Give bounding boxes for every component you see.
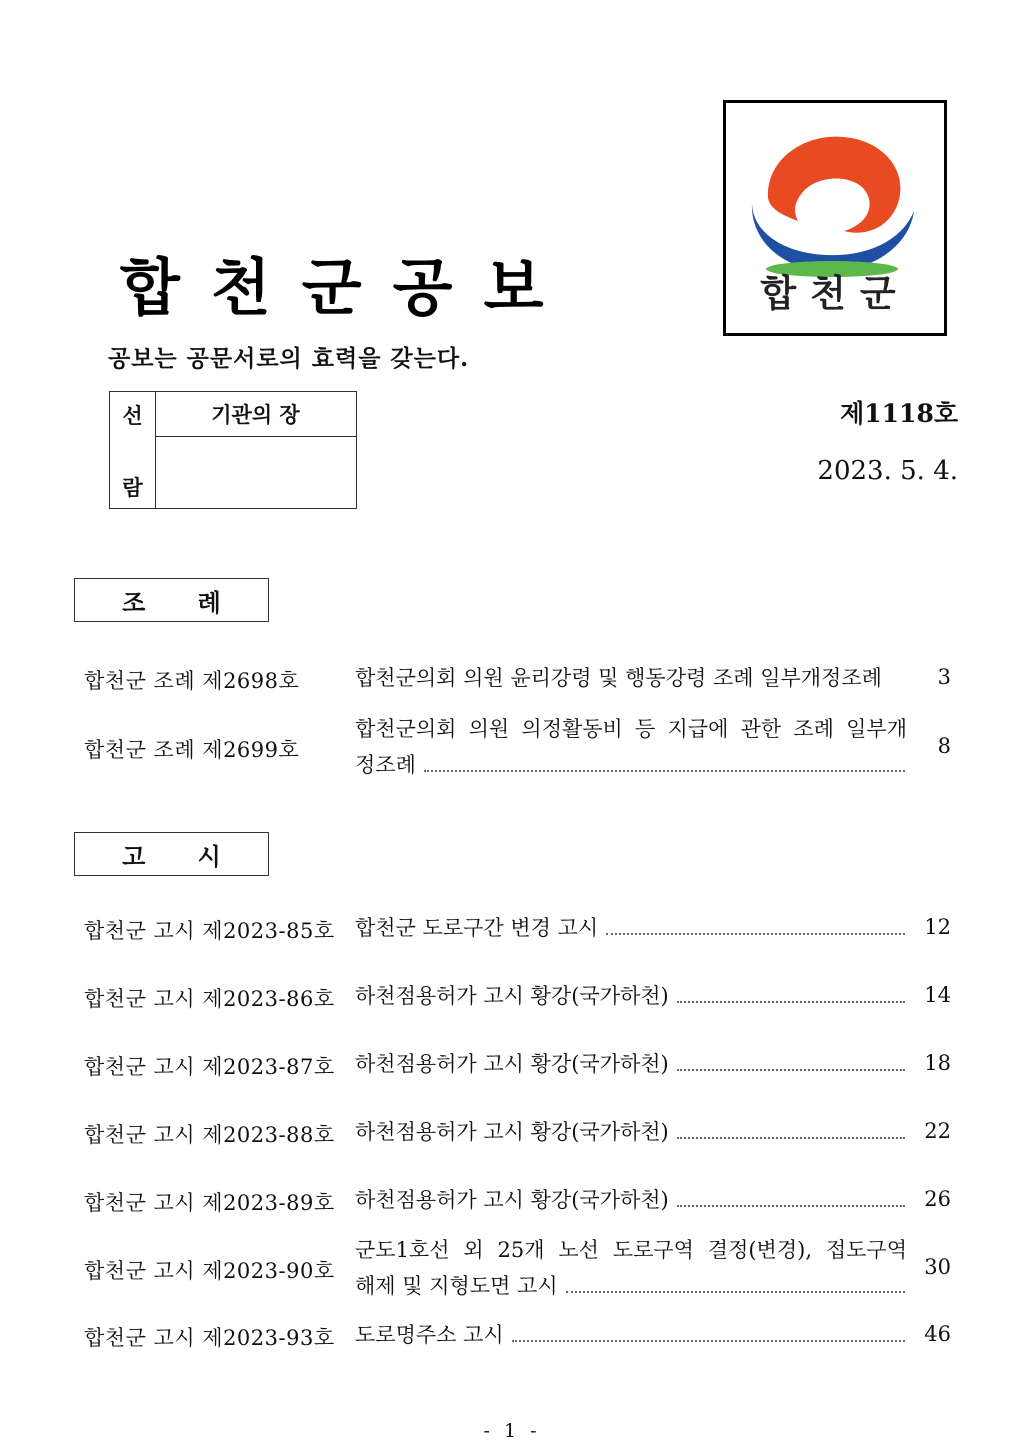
ordinance-title-line2: 정조례 (355, 753, 416, 777)
ordinance-page: 3 (937, 665, 951, 689)
notice-code: 합천군 고시 제2023-93호 (84, 1326, 335, 1350)
section-notice-title: 고 시 (74, 832, 269, 876)
notice-title (355, 1232, 907, 1304)
notice-code: 합천군 고시 제2023-86호 (84, 987, 335, 1011)
ordinance-code: 합천군 조례 제2698호 (84, 669, 300, 693)
notice-title-text: 합천군 도로구간 변경 고시 (355, 916, 599, 940)
ordinance-title-line1: 합천군의회 의원 의정활동비 등 지급에 관한 조례 일부개 (355, 717, 907, 741)
dot-leader (677, 1182, 905, 1207)
notice-code: 합천군 고시 제2023-87호 (84, 1055, 335, 1079)
notice-title (355, 1317, 907, 1353)
notice-code: 합천군 고시 제2023-88호 (84, 1123, 335, 1147)
page-number: - 1 - (483, 1420, 541, 1442)
approval-char-bottom: 람 (122, 475, 143, 500)
page-subtitle: 공보는 공문서로의 효력을 갖는다. (108, 345, 470, 372)
notice-code: 합천군 고시 제2023-85호 (84, 919, 335, 943)
notice-page: 12 (924, 915, 951, 939)
dot-leader (677, 1046, 905, 1071)
approval-header-label: 기관의 장 (155, 392, 356, 437)
notice-page: 18 (924, 1051, 951, 1075)
notice-title-text: 하천점용허가 고시 황강(국가하천) (355, 984, 669, 1008)
ordinance-page: 8 (937, 734, 951, 758)
dot-leader (566, 1268, 905, 1293)
notice-title-text: 하천점용허가 고시 황강(국가하천) (355, 1120, 669, 1144)
notice-title-text: 하천점용허가 고시 황강(국가하천) (355, 1188, 669, 1212)
notice-page: 26 (924, 1187, 951, 1211)
logo-text: 합천군 (760, 272, 910, 315)
issue-date: 2023. 5. 4. (817, 456, 958, 486)
notice-title-text: 도로명주소 고시 (355, 1323, 504, 1347)
ordinance-title (355, 711, 907, 783)
dot-leader (424, 747, 905, 772)
notice-title (355, 910, 907, 946)
issue-number: 제1118호 (840, 399, 958, 428)
notice-page: 30 (924, 1255, 951, 1279)
notice-title (355, 1046, 907, 1082)
dot-leader (512, 1317, 905, 1342)
dot-leader (677, 1114, 905, 1139)
dot-leader (677, 978, 905, 1003)
notice-page: 14 (924, 983, 951, 1007)
notice-page: 46 (924, 1322, 951, 1346)
dot-leader (606, 910, 905, 935)
notice-code: 합천군 고시 제2023-90호 (84, 1259, 335, 1283)
approval-box (109, 391, 357, 509)
page-title: 합천군공보 (120, 251, 575, 324)
ordinance-title (355, 660, 907, 696)
notice-title (355, 978, 907, 1014)
notice-title-text: 하천점용허가 고시 황강(국가하천) (355, 1052, 669, 1076)
notice-code: 합천군 고시 제2023-89호 (84, 1191, 335, 1215)
notice-title-line1: 군도1호선 외 25개 노선 도로구역 결정(변경), 접도구역 (355, 1238, 907, 1262)
approval-left-column (110, 392, 156, 508)
ordinance-code: 합천군 조례 제2699호 (84, 738, 300, 762)
notice-title (355, 1114, 907, 1150)
notice-page: 22 (924, 1119, 951, 1143)
notice-title (355, 1182, 907, 1218)
approval-char-top: 선 (122, 403, 143, 428)
section-ordinance-title: 조 례 (74, 578, 269, 622)
county-logo (723, 100, 947, 336)
notice-title-line2: 해제 및 지형도면 고시 (355, 1274, 558, 1298)
ordinance-title-text: 합천군의회 의원 윤리강령 및 행동강령 조례 일부개정조례 (355, 666, 882, 690)
